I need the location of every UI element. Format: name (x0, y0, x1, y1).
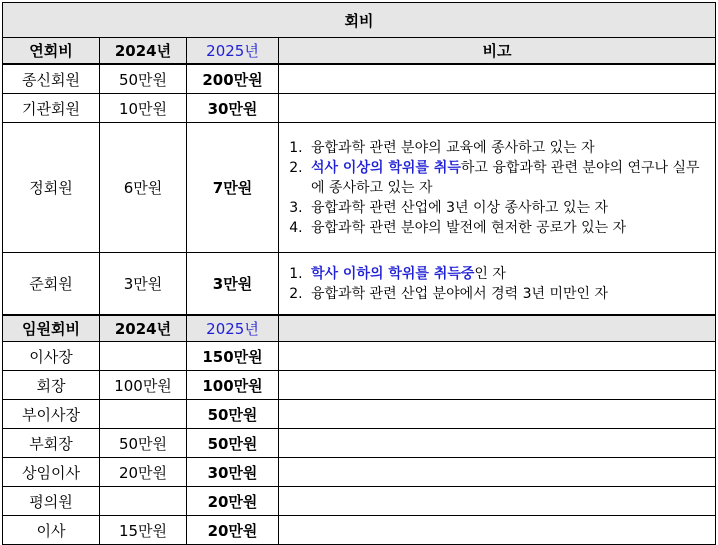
qualification-item: 2. 융합과학 관련 산업 분야에서 경력 3년 미만인 자 (307, 284, 707, 304)
table-row (3, 64, 716, 94)
fee-2024-cell (100, 400, 187, 429)
fee-2025-cell: 20만원 (187, 487, 279, 516)
highlighted-text: 학사 이하의 학위를 취득중 (311, 265, 475, 282)
note-cell (279, 64, 716, 94)
note-cell (279, 371, 716, 400)
fee-2025-cell: 100만원 (187, 371, 279, 400)
highlighted-text: 석사 이상의 학위를 취득 (311, 159, 461, 176)
fee-2024-cell: 3만원 (100, 253, 187, 316)
note-cell (279, 429, 716, 458)
note-cell (279, 94, 716, 123)
fee-2025-cell: 3만원 (187, 253, 279, 316)
note-cell (279, 123, 716, 253)
fee-2024-cell: 100만원 (100, 371, 187, 400)
fee-2024-cell: 20만원 (100, 458, 187, 487)
note-cell (279, 458, 716, 487)
fee-2024-cell (100, 342, 187, 371)
member-type-cell: 정회원 (3, 123, 100, 253)
note-cell (279, 342, 716, 371)
header-2024: 2024년 (100, 38, 187, 65)
note-cell (279, 253, 716, 316)
header-2025: 2025년 (187, 315, 279, 342)
qualification-list (287, 138, 707, 238)
table-row (3, 516, 716, 545)
officer-role-cell: 부회장 (3, 429, 100, 458)
header-2024: 2024년 (100, 315, 187, 342)
fee-2024-cell: 6만원 (100, 123, 187, 253)
table-row (3, 253, 716, 316)
fee-2024-cell: 10만원 (100, 94, 187, 123)
table-row (3, 123, 716, 253)
officer-role-cell: 이사 (3, 516, 100, 545)
note-cell (279, 487, 716, 516)
table-row (3, 94, 716, 123)
fee-2025-cell: 200만원 (187, 64, 279, 94)
qualification-item: 3. 융합과학 관련 산업에 3년 이상 종사하고 있는 자 (307, 198, 707, 218)
table-row (3, 487, 716, 516)
fee-2024-cell (100, 487, 187, 516)
officer-role-cell: 이사장 (3, 342, 100, 371)
table-row (3, 371, 716, 400)
member-type-cell: 준회원 (3, 253, 100, 316)
officer-role-cell: 평의원 (3, 487, 100, 516)
qualification-text: 하고 융합과학 관련 분야의 연구나 실무에 종사하고 있는 자 (311, 159, 700, 196)
fee-2024-cell: 50만원 (100, 429, 187, 458)
table-row (3, 400, 716, 429)
officer-role-cell: 상임이사 (3, 458, 100, 487)
header-annual-fee: 연회비 (3, 38, 100, 65)
qualification-text: 인 자 (474, 265, 506, 282)
fee-2025-cell: 50만원 (187, 400, 279, 429)
header-2025: 2025년 (187, 38, 279, 65)
fee-2024-cell: 50만원 (100, 64, 187, 94)
officer-role-cell: 회장 (3, 371, 100, 400)
officer-role-cell: 부이사장 (3, 400, 100, 429)
fee-2024-cell: 15만원 (100, 516, 187, 545)
fee-2025-cell: 30만원 (187, 458, 279, 487)
qualification-item (307, 158, 707, 198)
qualification-item (307, 264, 707, 284)
note-cell (279, 516, 716, 545)
qualification-item: 4. 융합과학 관련 분야의 발전에 현저한 공로가 있는 자 (307, 218, 707, 238)
qualification-list (287, 264, 707, 304)
note-cell (279, 400, 716, 429)
table-row (3, 458, 716, 487)
table-row (3, 342, 716, 371)
table-title: 회비 (3, 3, 716, 38)
fee-2025-cell: 150만원 (187, 342, 279, 371)
header-officer-fee: 임원회비 (3, 315, 100, 342)
qualification-item: 1. 융합과학 관련 분야의 교육에 종사하고 있는 자 (307, 138, 707, 158)
fee-2025-cell: 30만원 (187, 94, 279, 123)
fee-table (2, 2, 716, 545)
header-empty (279, 315, 716, 342)
fee-2025-cell: 50만원 (187, 429, 279, 458)
table-row (3, 429, 716, 458)
member-type-cell: 종신회원 (3, 64, 100, 94)
fee-2025-cell: 7만원 (187, 123, 279, 253)
fee-2025-cell: 20만원 (187, 516, 279, 545)
header-note: 비고 (279, 38, 716, 65)
member-type-cell: 기관회원 (3, 94, 100, 123)
